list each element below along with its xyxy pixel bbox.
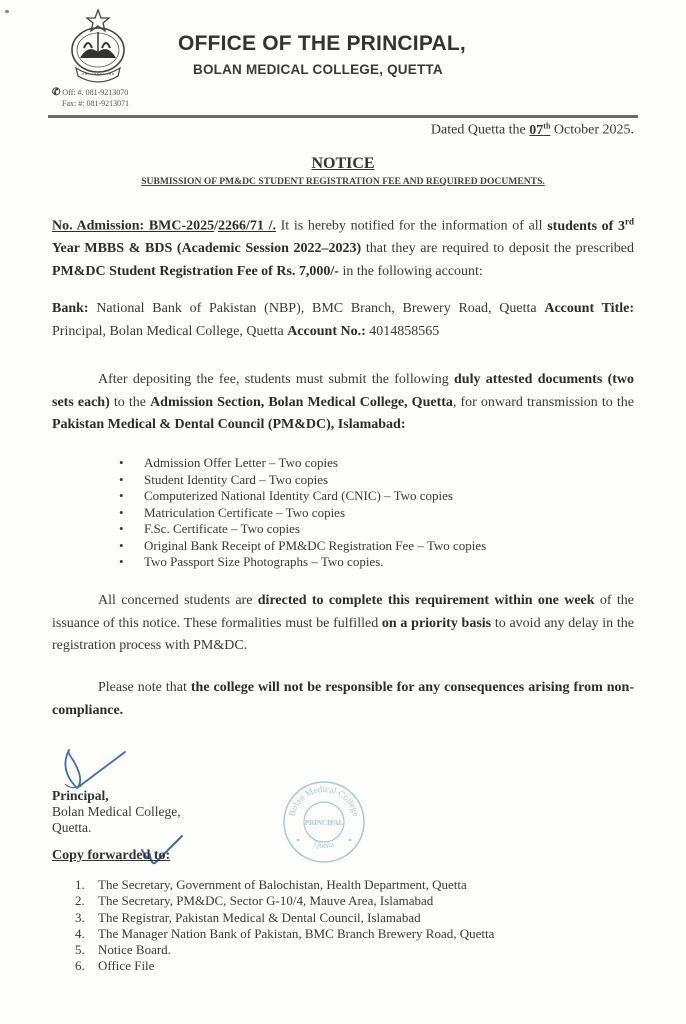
list-item: • Matriculation Certificate – Two copies <box>119 504 346 520</box>
bullet-icon: • <box>119 504 124 520</box>
list-item: • Computerized National Identity Card (CNIC) – Two copies <box>119 488 453 503</box>
header-divider <box>48 115 638 118</box>
bullet-icon: • <box>119 471 124 487</box>
list-item: 1. The Secretary, Government of Balochistan, Health Department, Quetta <box>75 877 467 892</box>
reference-number: 2266/71 /. <box>218 218 276 234</box>
signatory-college: Bolan Medical College, <box>52 804 181 819</box>
date-day: 07th <box>529 121 551 138</box>
copy-forwarded-heading: Copy forwarded to: <box>52 848 171 863</box>
copy-recipients-list <box>75 877 494 975</box>
reference-label: No. Admission: BMC-2025 <box>52 218 215 234</box>
list-item: 3. The Registrar, Pakistan Medical & Dental Council, Islamabad <box>75 909 421 925</box>
notice-heading: NOTICE <box>311 155 375 172</box>
college-name: BOLAN MEDICAL COLLEGE, QUETTA <box>193 62 443 77</box>
list-item: • Student Identity Card – Two copies <box>119 471 329 487</box>
bullet-icon: • <box>119 554 124 569</box>
bullet-icon: • <box>119 455 124 470</box>
list-item: • F.Sc. Certificate – Two copies <box>119 521 300 536</box>
list-item: • Original Bank Receipt of PM&DC Registration Fee – Two copies <box>119 537 487 553</box>
paragraph-disclaimer: Please note that the college will not be responsible for any consequences arising from non-compliance. <box>52 680 634 718</box>
bullet-icon: • <box>119 488 124 503</box>
signatory-city: Quetta. <box>52 820 92 835</box>
list-item: 2. The Secretary, PM&DC, Sector G-10/4, Mauve Area, Islamabad <box>75 893 434 909</box>
official-stamp-icon <box>280 778 368 866</box>
bullet-icon: • <box>119 521 124 536</box>
list-item: • Two Passport Size Photographs – Two copies. <box>119 554 384 569</box>
paragraph-bank-details: Bank: National Bank of Pakistan (NBP), BMC Branch, Brewery Road, Quetta Account Title: Principal, Bolan Medical College, Quetta Account No.: 4014858565 <box>52 301 634 339</box>
signatory-title: Principal, <box>52 788 109 803</box>
signatory-block <box>52 788 181 836</box>
stamp-top-text: Bolan Medical College <box>286 783 362 818</box>
fee-amount: PM&DC Student Registration Fee of Rs. 7,000/- <box>52 263 339 279</box>
office-phone: Off: #. 081-9213070 <box>62 88 129 97</box>
notice-date <box>431 121 634 139</box>
scan-speck <box>5 10 9 13</box>
bullet-icon: • <box>119 537 124 553</box>
office-title: OFFICE OF THE PRINCIPAL, <box>178 32 466 55</box>
stamp-bottom-text: Quetta <box>312 839 336 851</box>
bank-name: National Bank of Pakistan (NBP), BMC Branch, Brewery Road, Quetta <box>88 301 545 316</box>
contact-info <box>52 87 129 109</box>
list-item: 4. The Manager Nation Bank of Pakistan, BMC Branch Brewery Road, Quetta <box>75 925 495 941</box>
list-item: • Admission Offer Letter – Two copies <box>119 455 338 470</box>
notice-subject: SUBMISSION OF PM&DC STUDENT REGISTRATION FEE AND REQUIRED DOCUMENTS. <box>141 176 545 187</box>
account-title: Principal, Bolan Medical College, Quetta <box>52 323 288 339</box>
college-crest-icon <box>62 8 134 86</box>
phone-icon: ✆ <box>52 87 61 98</box>
stamp-center-text: PRINCIPAL <box>304 819 344 827</box>
fax-number: Fax: #: 081-9213071 <box>62 99 130 108</box>
list-item: 5. Notice Board. <box>75 942 171 958</box>
paragraph-intro: No. Admission: BMC-2025/2266/71 /. It is hereby notified for the information of all students of 3rd Year MBBS & BDS (Academic Session 2022–2023) that they are required to deposit the prescribed PM&DC Student Registration Fee of Rs. 7,000/- in the following account: <box>52 216 634 279</box>
required-documents-list <box>119 455 486 571</box>
list-item: 6. Office File <box>75 958 155 974</box>
date-month-year: October 2025. <box>553 122 634 138</box>
date-prefix: Dated Quetta the <box>430 122 526 138</box>
paragraph-deadline: All concerned students are directed to complete this requirement within one week of the issuance of this notice. These formalities must be fulfilled on a priority basis to avoid any delay in the registration process with PM&DC. <box>52 593 635 653</box>
paragraph-documents-instructions: After depositing the fee, students must submit the following duly attested documents (two sets each) to the Admission Section, Bolan Medical College, Quetta, for onward transmission to the Pakistan Medical & Dental Council (PM&DC), Islamabad: <box>52 372 635 432</box>
account-number: 4014858565 <box>365 323 440 339</box>
